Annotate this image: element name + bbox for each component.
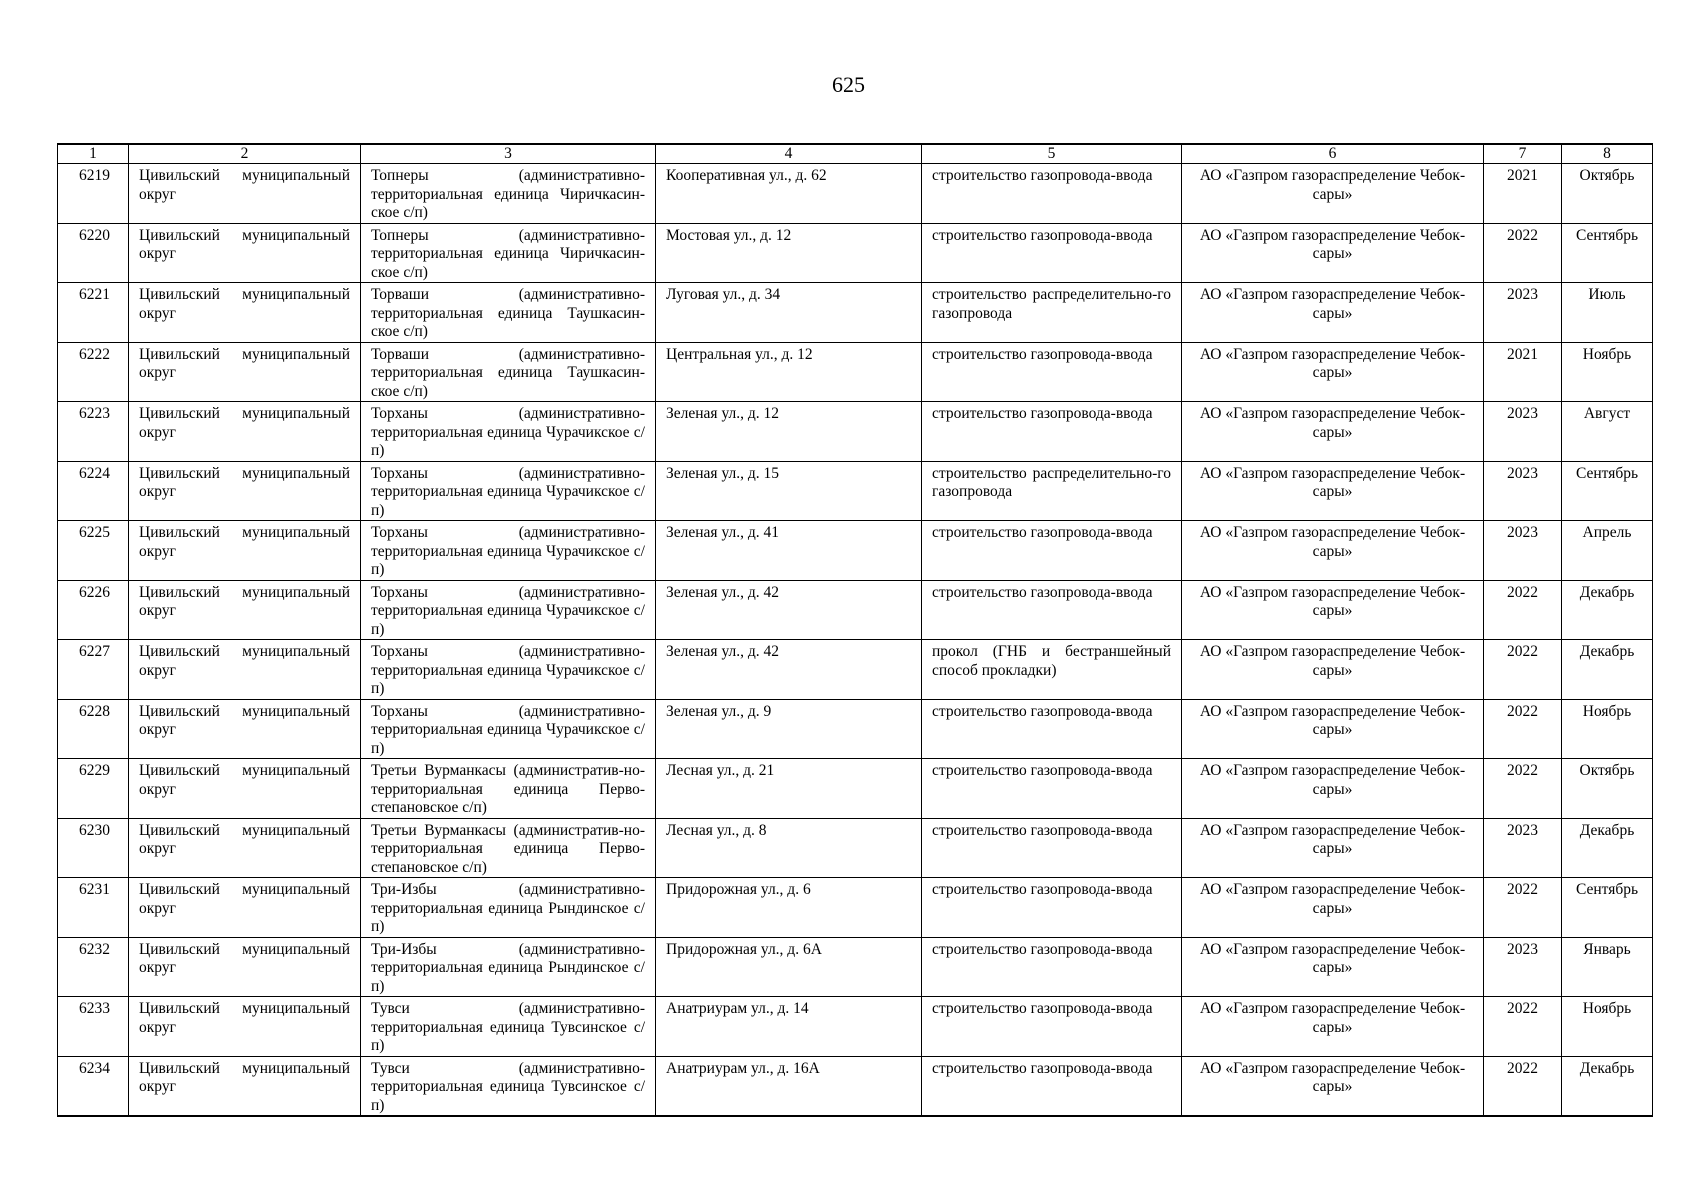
table-row [58,640,1653,700]
year-cell: 2023 [1484,283,1562,343]
table-row [58,699,1653,759]
organization-cell: АО «Газпром газораспределение Чебок-сары» [1182,759,1484,819]
address-cell: Зеленая ул., д. 9 [656,699,922,759]
settlement-cell: Тувси (административно-территориальная единица Тувсинское с/п) [361,1056,656,1116]
row-number-cell: 6223 [58,402,129,462]
table-row [58,402,1653,462]
address-cell: Кооперативная ул., д. 62 [656,164,922,224]
table-row [58,223,1653,283]
row-number-cell: 6219 [58,164,129,224]
year-cell: 2022 [1484,878,1562,938]
row-number-cell: 6230 [58,818,129,878]
work-type-cell: строительство газопровода-ввода [922,164,1182,224]
district-cell: Цивильский муниципальный округ [129,1056,361,1116]
month-cell: Сентябрь [1562,461,1653,521]
year-cell: 2023 [1484,402,1562,462]
settlement-cell: Торваши (административно-территориальная единица Таушкасин-ское с/п) [361,283,656,343]
work-type-cell: строительство газопровода-ввода [922,699,1182,759]
month-cell: Август [1562,402,1653,462]
year-cell: 2022 [1484,1056,1562,1116]
address-cell: Луговая ул., д. 34 [656,283,922,343]
year-cell: 2023 [1484,818,1562,878]
month-cell: Декабрь [1562,640,1653,700]
work-type-cell: строительство газопровода-ввода [922,818,1182,878]
table-row [58,342,1653,402]
table-row [58,937,1653,997]
month-cell: Январь [1562,937,1653,997]
district-cell: Цивильский муниципальный округ [129,402,361,462]
work-type-cell: строительство газопровода-ввода [922,402,1182,462]
table-row [58,818,1653,878]
row-number-cell: 6220 [58,223,129,283]
month-cell: Ноябрь [1562,699,1653,759]
district-cell: Цивильский муниципальный округ [129,223,361,283]
table-row [58,521,1653,581]
month-cell: Апрель [1562,521,1653,581]
settlement-cell: Тувси (административно-территориальная единица Тувсинское с/п) [361,997,656,1057]
column-header: 8 [1562,144,1653,164]
district-cell: Цивильский муниципальный округ [129,937,361,997]
table-row [58,461,1653,521]
year-cell: 2022 [1484,223,1562,283]
district-cell: Цивильский муниципальный округ [129,283,361,343]
settlement-cell: Третьи Вурманкасы (административ-но-территориальная единица Перво-степановское с/п) [361,759,656,819]
work-type-cell: строительство газопровода-ввода [922,759,1182,819]
address-cell: Анатриурам ул., д. 14 [656,997,922,1057]
settlement-cell: Торханы (административно-территориальная единица Чурачикское с/п) [361,699,656,759]
district-cell: Цивильский муниципальный округ [129,640,361,700]
page-number: 625 [832,72,865,97]
settlement-cell: Торханы (административно-территориальная единица Чурачикское с/п) [361,640,656,700]
organization-cell: АО «Газпром газораспределение Чебок-сары» [1182,164,1484,224]
district-cell: Цивильский муниципальный округ [129,759,361,819]
row-number-cell: 6233 [58,997,129,1057]
settlement-cell: Торханы (административно-территориальная единица Чурачикское с/п) [361,521,656,581]
year-cell: 2021 [1484,342,1562,402]
column-header: 2 [129,144,361,164]
settlement-cell: Три-Избы (административно-территориальная единица Рындинское с/п) [361,937,656,997]
year-cell: 2022 [1484,640,1562,700]
year-cell: 2022 [1484,759,1562,819]
organization-cell: АО «Газпром газораспределение Чебок-сары» [1182,342,1484,402]
work-type-cell: строительство газопровода-ввода [922,521,1182,581]
year-cell: 2022 [1484,699,1562,759]
settlement-cell: Три-Избы (административно-территориальная единица Рындинское с/п) [361,878,656,938]
district-cell: Цивильский муниципальный округ [129,997,361,1057]
year-cell: 2023 [1484,461,1562,521]
row-number-cell: 6226 [58,580,129,640]
work-type-cell: строительство газопровода-ввода [922,1056,1182,1116]
table-row [58,1056,1653,1116]
address-cell: Центральная ул., д. 12 [656,342,922,402]
work-type-cell: строительство газопровода-ввода [922,223,1182,283]
work-type-cell: прокол (ГНБ и бестраншейный способ прокладки) [922,640,1182,700]
table-row [58,878,1653,938]
month-cell: Октябрь [1562,164,1653,224]
gas-pipeline-registry-table [57,143,1653,1117]
column-header: 5 [922,144,1182,164]
month-cell: Октябрь [1562,759,1653,819]
organization-cell: АО «Газпром газораспределение Чебок-сары» [1182,402,1484,462]
address-cell: Лесная ул., д. 21 [656,759,922,819]
row-number-cell: 6224 [58,461,129,521]
organization-cell: АО «Газпром газораспределение Чебок-сары» [1182,283,1484,343]
month-cell: Ноябрь [1562,997,1653,1057]
district-cell: Цивильский муниципальный округ [129,580,361,640]
settlement-cell: Топнеры (административно-территориальная единица Чиричкасин-ское с/п) [361,223,656,283]
month-cell: Сентябрь [1562,223,1653,283]
organization-cell: АО «Газпром газораспределение Чебок-сары» [1182,878,1484,938]
work-type-cell: строительство распределительно-го газопровода [922,461,1182,521]
address-cell: Зеленая ул., д. 12 [656,402,922,462]
row-number-cell: 6232 [58,937,129,997]
row-number-cell: 6221 [58,283,129,343]
address-cell: Зеленая ул., д. 42 [656,580,922,640]
address-cell: Зеленая ул., д. 41 [656,521,922,581]
address-cell: Придорожная ул., д. 6 [656,878,922,938]
table-row [58,997,1653,1057]
column-header: 4 [656,144,922,164]
work-type-cell: строительство газопровода-ввода [922,937,1182,997]
row-number-cell: 6227 [58,640,129,700]
work-type-cell: строительство газопровода-ввода [922,580,1182,640]
table-row [58,283,1653,343]
table-row [58,164,1653,224]
settlement-cell: Торханы (административно-территориальная единица Чурачикское с/п) [361,402,656,462]
district-cell: Цивильский муниципальный округ [129,342,361,402]
organization-cell: АО «Газпром газораспределение Чебок-сары» [1182,818,1484,878]
district-cell: Цивильский муниципальный округ [129,164,361,224]
settlement-cell: Торханы (административно-территориальная единица Чурачикское с/п) [361,461,656,521]
organization-cell: АО «Газпром газораспределение Чебок-сары» [1182,997,1484,1057]
table-row [58,759,1653,819]
year-cell: 2023 [1484,937,1562,997]
year-cell: 2023 [1484,521,1562,581]
district-cell: Цивильский муниципальный округ [129,818,361,878]
district-cell: Цивильский муниципальный округ [129,878,361,938]
column-number-header-row [58,144,1653,164]
column-header: 1 [58,144,129,164]
organization-cell: АО «Газпром газораспределение Чебок-сары» [1182,521,1484,581]
address-cell: Зеленая ул., д. 15 [656,461,922,521]
organization-cell: АО «Газпром газораспределение Чебок-сары» [1182,937,1484,997]
month-cell: Декабрь [1562,818,1653,878]
column-header: 7 [1484,144,1562,164]
month-cell: Июль [1562,283,1653,343]
settlement-cell: Торваши (административно-территориальная единица Таушкасин-ское с/п) [361,342,656,402]
month-cell: Декабрь [1562,1056,1653,1116]
row-number-cell: 6234 [58,1056,129,1116]
month-cell: Ноябрь [1562,342,1653,402]
organization-cell: АО «Газпром газораспределение Чебок-сары» [1182,1056,1484,1116]
settlement-cell: Торханы (административно-территориальная единица Чурачикское с/п) [361,580,656,640]
month-cell: Декабрь [1562,580,1653,640]
work-type-cell: строительство газопровода-ввода [922,342,1182,402]
table-row [58,580,1653,640]
address-cell: Придорожная ул., д. 6А [656,937,922,997]
work-type-cell: строительство распределительно-го газопровода [922,283,1182,343]
row-number-cell: 6229 [58,759,129,819]
row-number-cell: 6222 [58,342,129,402]
district-cell: Цивильский муниципальный округ [129,699,361,759]
organization-cell: АО «Газпром газораспределение Чебок-сары» [1182,461,1484,521]
address-cell: Мостовая ул., д. 12 [656,223,922,283]
settlement-cell: Топнеры (административно-территориальная единица Чиричкасин-ское с/п) [361,164,656,224]
row-number-cell: 6225 [58,521,129,581]
district-cell: Цивильский муниципальный округ [129,521,361,581]
row-number-cell: 6228 [58,699,129,759]
address-cell: Анатриурам ул., д. 16А [656,1056,922,1116]
address-cell: Лесная ул., д. 8 [656,818,922,878]
address-cell: Зеленая ул., д. 42 [656,640,922,700]
work-type-cell: строительство газопровода-ввода [922,878,1182,938]
year-cell: 2022 [1484,997,1562,1057]
month-cell: Сентябрь [1562,878,1653,938]
organization-cell: АО «Газпром газораспределение Чебок-сары» [1182,223,1484,283]
year-cell: 2022 [1484,580,1562,640]
organization-cell: АО «Газпром газораспределение Чебок-сары» [1182,699,1484,759]
organization-cell: АО «Газпром газораспределение Чебок-сары» [1182,640,1484,700]
row-number-cell: 6231 [58,878,129,938]
district-cell: Цивильский муниципальный округ [129,461,361,521]
work-type-cell: строительство газопровода-ввода [922,997,1182,1057]
column-header: 3 [361,144,656,164]
settlement-cell: Третьи Вурманкасы (административ-но-территориальная единица Перво-степановское с/п) [361,818,656,878]
column-header: 6 [1182,144,1484,164]
organization-cell: АО «Газпром газораспределение Чебок-сары» [1182,580,1484,640]
year-cell: 2021 [1484,164,1562,224]
